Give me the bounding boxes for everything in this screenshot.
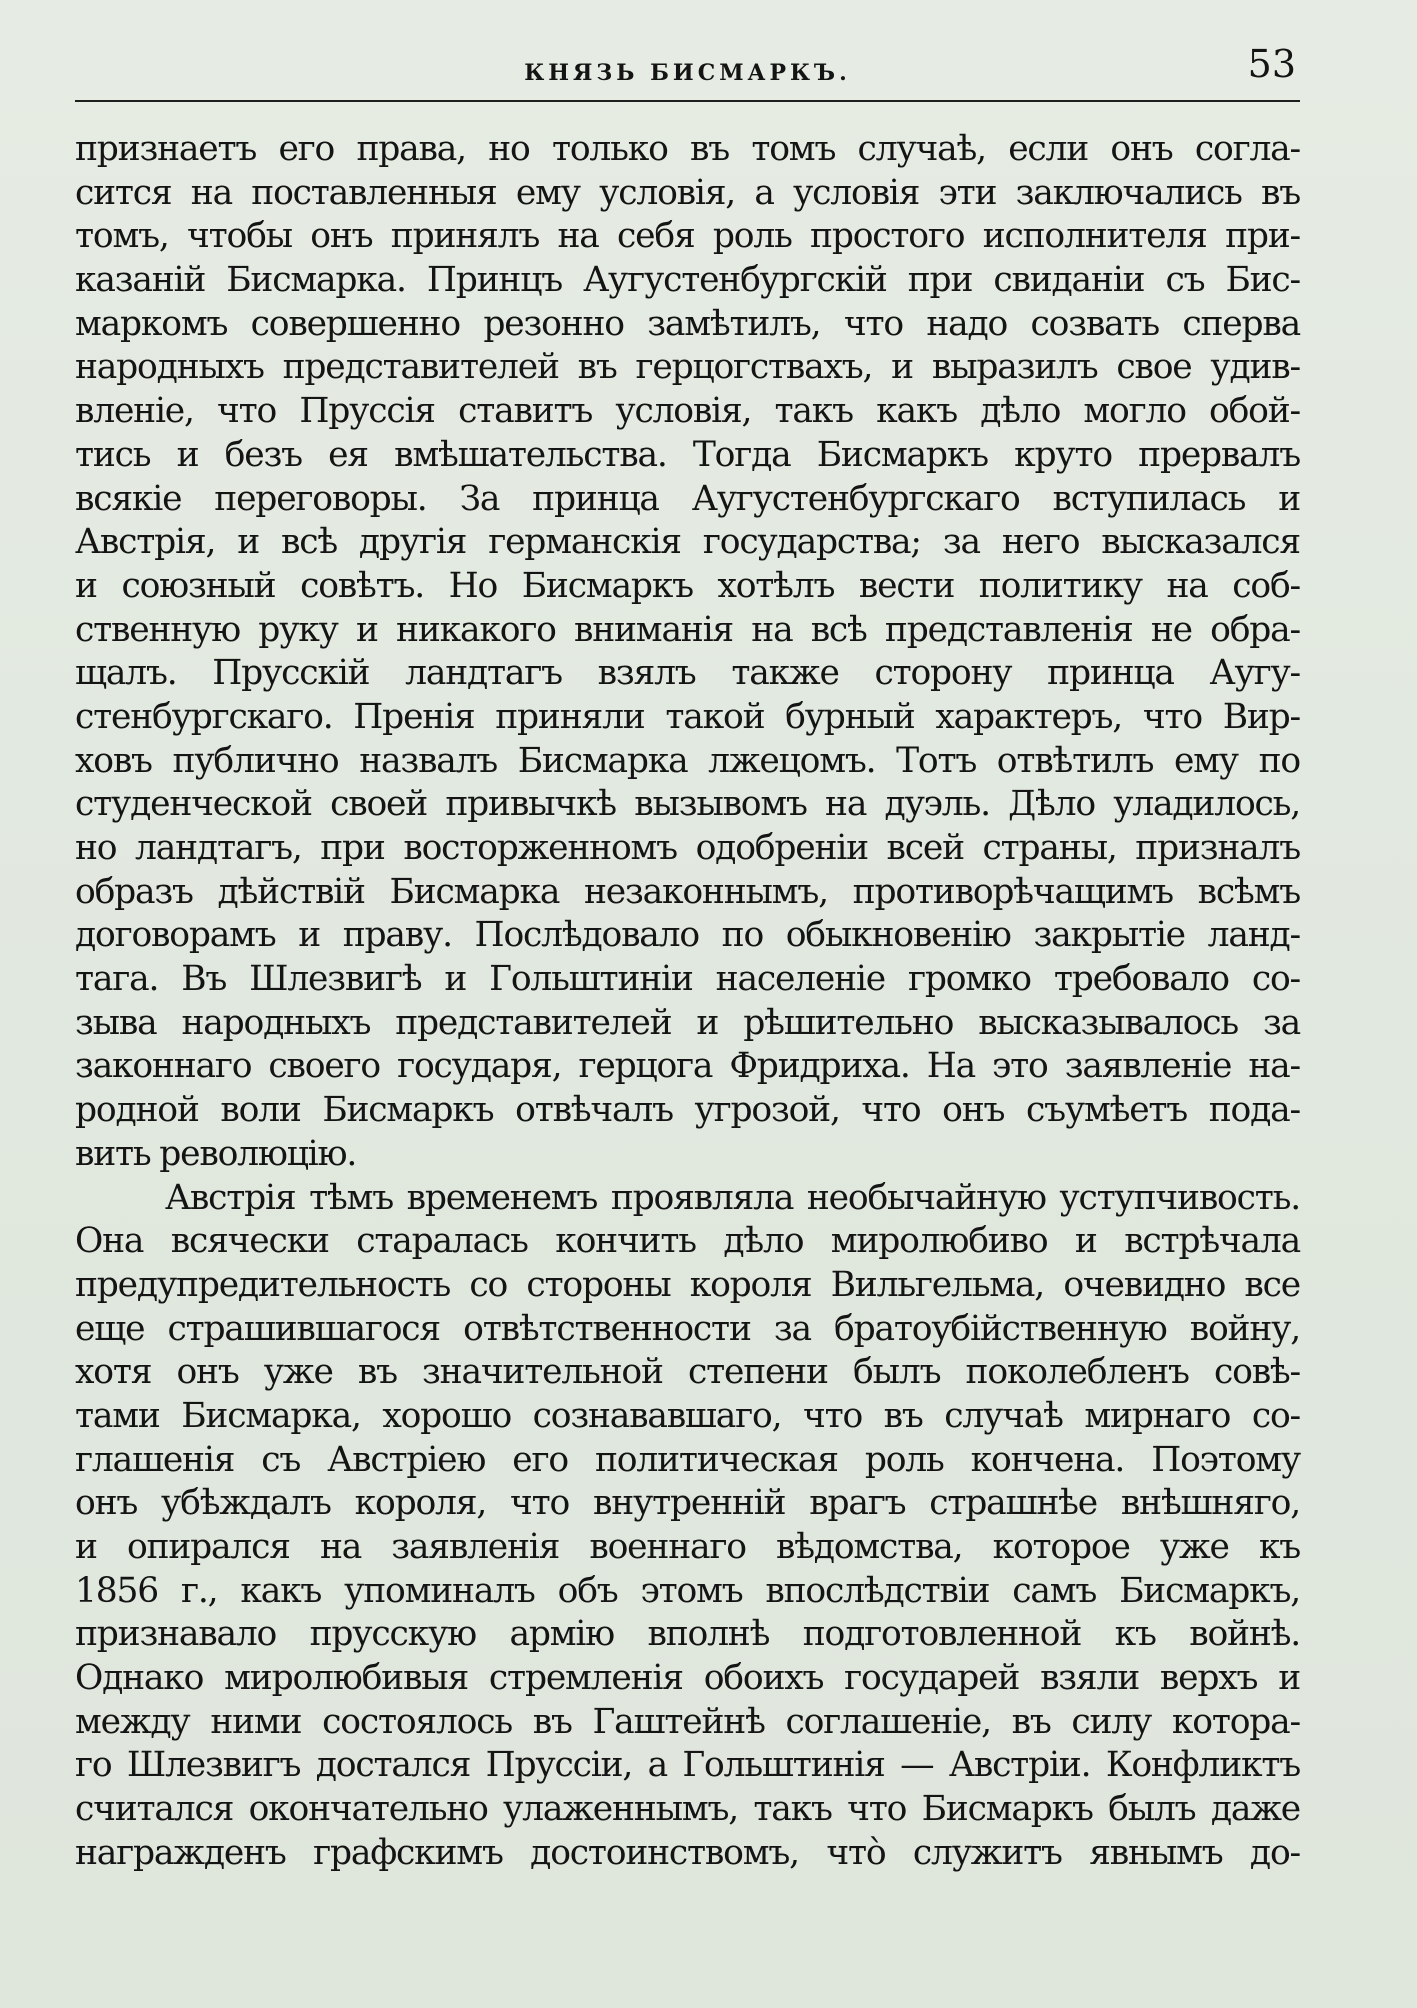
text-line: маркомъ совершенно резонно замѣтилъ, что надо созвать сперва (75, 303, 1300, 344)
text-line: глашенія съ Австріею его политическая роль кончена. Поэтому (75, 1439, 1300, 1480)
text-line: но ландтагъ, при восторженномъ одобреніи всей страны, призналъ (75, 828, 1300, 868)
text-line: народныхъ представителей въ герцогствахъ, и выразилъ свое удив- (75, 347, 1300, 388)
text-line: тага. Въ Шлезвигѣ и Гольштиніи населеніе громко требовало со- (75, 959, 1300, 1000)
text-line: 1856 г., какъ упоминалъ объ этомъ впослѣдствіи самъ Бисмаркъ, (75, 1570, 1300, 1611)
text-line: ховъ публично назвалъ Бисмарка лжецомъ. Тотъ отвѣтилъ ему по (75, 740, 1300, 781)
text-line: томъ, чтобы онъ принялъ на себя роль простого исполнителя при- (75, 216, 1300, 257)
text-line: награжденъ графскимъ достоинствомъ, что̀ служитъ явнымъ до- (75, 1832, 1300, 1873)
text-line: Австрія тѣмъ временемъ проявляла необычайную уступчивость. (165, 1177, 1300, 1218)
text-line: Однако миролюбивыя стремленія обоихъ государей взяли верхъ и (75, 1658, 1300, 1699)
text-line: студенческой своей привычкѣ вызывомъ на дуэль. Дѣло уладилось, (75, 784, 1300, 825)
text-line: между ними состоялось въ Гаштейнѣ соглашеніе, въ силу котора- (75, 1701, 1300, 1742)
text-line: стенбургскаго. Пренія приняли такой бурный характеръ, что Вир- (75, 696, 1300, 737)
text-line: еще страшившагося отвѣтственности за братоубійственную войну, (75, 1308, 1300, 1349)
text-line: законнаго своего государя, герцога Фридриха. На это заявленіе на- (75, 1046, 1300, 1087)
paragraph (75, 1177, 1300, 1876)
text-line: родной воли Бисмаркъ отвѣчалъ угрозой, что онъ съумѣетъ пода- (75, 1090, 1300, 1131)
text-line: и союзный совѣтъ. Но Бисмаркъ хотѣлъ вести политику на соб- (75, 565, 1300, 606)
text-line: Она всячески старалась кончить дѣло миролюбиво и встрѣчала (75, 1221, 1300, 1262)
text-line: онъ убѣждалъ короля, что внутренній врагъ страшнѣе внѣшняго, (75, 1483, 1300, 1524)
page-number: 53 (1247, 42, 1296, 86)
text-line: ственную руку и никакого вниманія на всѣ представленія не обра- (75, 609, 1300, 650)
text-line: всякіе переговоры. За принца Аугустенбургскаго вступилась и (75, 478, 1300, 519)
text-line: признаетъ его права, но только въ томъ случаѣ, если онъ согла- (75, 129, 1300, 169)
text-line: вить революцію. (75, 1133, 357, 1174)
text-line: договорамъ и праву. Послѣдовало по обыкновенію закрытіе ланд- (75, 915, 1300, 956)
text-line: зыва народныхъ представителей и рѣшительно высказывалось за (75, 1002, 1300, 1043)
text-line: вленіе, что Пруссія ставитъ условія, такъ какъ дѣло могло обой- (75, 391, 1300, 432)
text-line: признавало прусскую армію вполнѣ подготовленной къ войнѣ. (75, 1614, 1300, 1655)
text-line: сится на поставленныя ему условія, а условія эти заключались въ (75, 172, 1300, 213)
text-line: щалъ. Прусскій ландтагъ взялъ также сторону принца Аугу- (75, 653, 1300, 694)
text-line: го Шлезвигъ достался Пруссіи, а Гольштинія — Австріи. Конфликтъ (75, 1745, 1300, 1786)
text-line: предупредительность со стороны короля Вильгельма, очевидно все (75, 1264, 1300, 1305)
page-header (75, 40, 1300, 102)
text-line: считался окончательно улаженнымъ, такъ что Бисмаркъ былъ даже (75, 1789, 1300, 1830)
running-title: КНЯЗЬ БИСМАРКЪ. (524, 60, 851, 86)
text-line: тись и безъ ея вмѣшательства. Тогда Бисмаркъ круто прервалъ (75, 434, 1300, 475)
text-line: Австрія, и всѣ другія германскія государства; за него высказался (75, 522, 1300, 563)
paragraph (75, 128, 1300, 1177)
text-line: образъ дѣйствій Бисмарка незаконнымъ, противорѣчащимъ всѣмъ (75, 871, 1300, 912)
text-line: хотя онъ уже въ значительной степени былъ поколебленъ совѣ- (75, 1352, 1300, 1393)
text-line: и опирался на заявленія военнаго вѣдомства, которое уже къ (75, 1527, 1300, 1567)
body-text (75, 128, 1300, 1876)
text-line: тами Бисмарка, хорошо сознававшаго, что въ случаѣ мирнаго со- (75, 1395, 1300, 1436)
text-line: казаній Бисмарка. Принцъ Аугустенбургскій при свиданіи съ Бис- (75, 260, 1300, 301)
